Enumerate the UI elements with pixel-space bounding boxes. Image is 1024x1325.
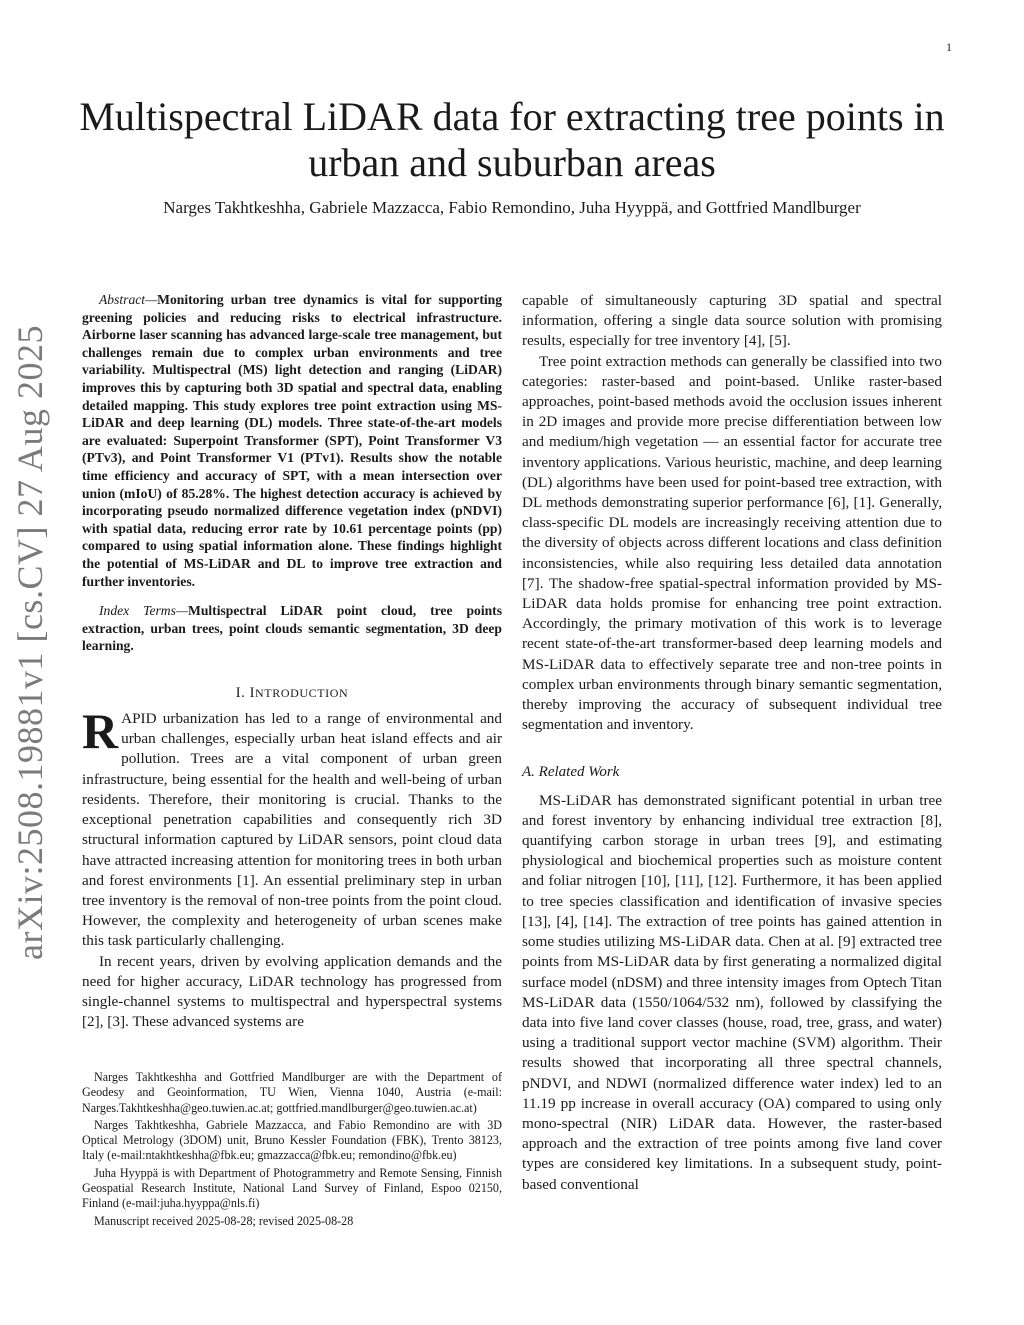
footnote: Manuscript received 2025-08-28; revised 2025-08-28 bbox=[94, 1213, 354, 1228]
abstract-text: Monitoring urban tree dynamics is vital for supporting greening policies and reducing risks to electrical infrastructure. Airborne laser scanning has advanced large-scale tree management, but challenges remain due to complex urban environments and tree variability. Multispectral (MS) light detection and ranging (LiDAR) improves this by capturing both 3D spatial and spectral data, enabling detailed mapping. This study explores tree point extraction using MS-LiDAR and deep learning (DL) models. Three state-of-the-art models are evaluated: Superpoint Transformer (SPT), Point Transformer V3 (PTv3), and Point Transformer V1 (PTv1). Results show the notable time efficiency and accuracy of SPT, with a mean intersection over union (mIoU) of 85.28%. The highest detection accuracy is achieved by incorporating pseudo normalized difference vegetation index (pNDVI) with spatial data, reducing error rate by 10.61 percentage points (pp) compared to using spatial information alone. These findings highlight the potential of MS-LiDAR and DL to improve tree extraction and further inventories. bbox=[82, 292, 502, 589]
author-footnotes bbox=[82, 1070, 502, 1231]
index-terms bbox=[82, 602, 502, 655]
author-list: Narges Takhtkeshha, Gabriele Mazzacca, Fabio Remondino, Juha Hyyppä, and Gottfried Mandlburger bbox=[163, 198, 861, 217]
footnote: Narges Takhtkeshha, Gabriele Mazzacca, and Fabio Remondino are with 3D Optical Metrology (3DOM) unit, Bruno Kessler Foundation (FBK), Trento 38123, Italy (e-mail:ntakhtkeshha@fbk.eu; gmazzacca@fbk.eu; remondino@fbk.eu) bbox=[82, 1117, 502, 1163]
section-heading-introduction: I. INTRODUCTION bbox=[235, 684, 349, 701]
right-column bbox=[522, 291, 942, 1195]
intro-paragraph-continued: capable of simultaneously capturing 3D spatial and spectral information, offering a single data source solution with promising results, especially for tree inventory [4], [5]. bbox=[522, 292, 942, 350]
intro-paragraph-3: Tree point extraction methods can generally be classified into two categories: raster-based and point-based. Unlike raster-based approaches, point-based methods avoid the occlusion issues inherent in 2D images and provide more precise differentiation between low and medium/high vegetation — an essential factor for accurate tree inventory applications. Various heuristic, machine, and deep learning (DL) algorithms have been used for point-based tree extraction, with DL methods demonstrating superior performance [6], [1]. Generally, class-specific DL models are increasingly receiving attention due to the diversity of objects across different locations and class definition inconsistencies, while also requiring less detailed data annotation [7]. The shadow-free spatial-spectral information provided by MS-LiDAR data holds promise for enhancing tree point extraction. Accordingly, the primary motivation of this work is to leverage recent state-of-the-art transformer-based deep learning models and MS-LiDAR data to effectively separate tree and non-tree points in complex urban environments through binary semantic segmentation, thereby improving the accuracy of subsequent individual tree segmentation and inventory. bbox=[522, 352, 942, 734]
intro-paragraph-1: RAPID urbanization has led to a range of environmental and urban challenges, especially urban heat island effects and air pollution. Trees are a vital component of urban green infrastructure, being essential for the health and well-being of urban residents. Therefore, their monitoring is crucial. Thanks to the exceptional penetration capabilities and consequently rich 3D structural information captured by LiDAR sensors, point cloud data have attracted increasing attention for monitoring trees in both urban and forest environments [1]. An essential preliminary step in urban tree inventory is the removal of non-tree points from the point cloud. However, the complexity and heterogeneity of urban scenes make this task particularly challenging. bbox=[82, 703, 502, 950]
page-number: 1 bbox=[946, 40, 952, 54]
intro-paragraph-2: In recent years, driven by evolving application demands and the need for higher accuracy, LiDAR technology has progressed from single-channel systems to multispectral and hyperspectral systems [2], [3]. These advanced systems are bbox=[82, 952, 502, 1031]
index-terms-label: Index Terms— bbox=[99, 603, 189, 619]
index-terms-text: Multispectral LiDAR point cloud, tree points extraction, urban trees, point clouds semantic segmentation, 3D deep learning. bbox=[82, 603, 502, 654]
drop-cap: R bbox=[82, 703, 119, 760]
subsection-heading-related-work: A. Related Work bbox=[522, 764, 620, 781]
paper-title: Multispectral LiDAR data for extracting tree points in urban and suburban areas bbox=[79, 94, 945, 185]
abstract-label: Abstract— bbox=[99, 292, 158, 307]
footnote: Juha Hyyppä is with Department of Photogrammetry and Remote Sensing, Finnish Geospatial Research Institute, National Land Survey of Finland, Espoo 02150, Finland (e-mail:juha.hyyppa@nls.fi) bbox=[82, 1165, 502, 1211]
arxiv-identifier-stamp: arXiv:2508.19881v1 [cs.CV] 27 Aug 2025 bbox=[10, 325, 50, 960]
abstract bbox=[82, 291, 502, 590]
footnote: Narges Takhtkeshha and Gottfried Mandlburger are with the Department of Geodesy and Geoinformation, TU Wien, Vienna 1040, Austria (e-mail: Narges.Takhtkeshha@geo.tuwien.ac.at; gottfried.mandlburger@geo.tuwien.ac.at) bbox=[82, 1070, 502, 1115]
left-column bbox=[82, 291, 502, 1032]
related-work-paragraph: MS-LiDAR has demonstrated significant potential in urban tree and forest inventory by enhancing individual tree extraction [8], quantifying carbon storage in urban trees [9], and estimating physiological and biochemical properties such as moisture content and foliar nitrogen [10], [11], [12]. Furthermore, it has been applied to tree species classification and identification of invasive species [13], [4], [14]. The extraction of tree points has gained attention in some studies utilizing MS-LiDAR data. Chen at al. [9] extracted tree points from MS-LiDAR data by first generating a normalized digital surface model (nDSM) and three intensity images from Optech Titan MS-LiDAR data (1550/1064/532 nm), followed by classifying the data into five land cover classes (house, road, tree, grass, and water) using a traditional support vector machine (SVM) algorithm. Their results showed that incorporating all three spectral channels, pNDVI, and NDWI (normalized difference water index) led to an 11.19 pp increase in overall accuracy (OA) compared to using only mono-spectral (NIR) LiDAR data. However, the raster-based approach and the extraction of tree points among five land cover types are considered key limitations. In a subsequent study, point-based conventional bbox=[522, 791, 942, 1193]
